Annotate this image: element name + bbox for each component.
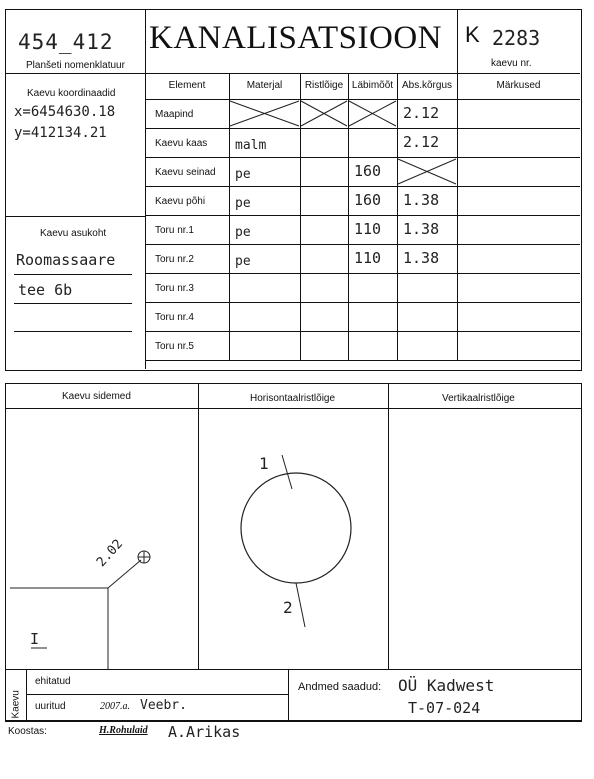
uuritud-year: 2007.a.: [100, 701, 130, 712]
pipe1-label: 1: [259, 454, 269, 473]
location-line2: tee 6b: [18, 281, 73, 299]
table-cell-labimoot: 110: [354, 249, 382, 267]
table-header-element: Element: [168, 80, 206, 91]
table-cell-labimoot: 160: [354, 191, 382, 209]
location-line1: Roomassaare: [16, 251, 116, 269]
table-cell-materjal: malm: [235, 138, 267, 153]
table-header-labimoot: Läbimõõt: [351, 80, 394, 91]
table-cell-materjal: pe: [235, 196, 251, 211]
table-cell-element: Kaevu kaas: [155, 138, 208, 149]
table-cell-labimoot: 160: [354, 162, 382, 180]
table-cell-element: Toru nr.5: [155, 341, 194, 352]
location-label: Kaevu asukoht: [40, 228, 107, 239]
table-cell-element: Toru nr.4: [155, 312, 194, 323]
well-circle: [241, 473, 351, 583]
table-header-materjal: Materjal: [246, 80, 283, 91]
table-cell-abs: 1.38: [403, 249, 440, 267]
table-cell-materjal: pe: [235, 225, 251, 240]
ehitatud-label: ehitatud: [35, 676, 71, 687]
table-cell-abs: 1.38: [403, 191, 440, 209]
table-cell-abs: 2.12: [403, 104, 440, 122]
well-number: 2283: [492, 26, 541, 50]
section-vertical: Vertikaalristlõige: [442, 393, 515, 404]
koostas-label: Koostas:: [8, 726, 47, 737]
well-prefix: K: [465, 22, 480, 47]
north-marker: I: [30, 630, 40, 648]
kaevu-label: Kaevu: [10, 690, 22, 719]
well-number-label: kaevu nr.: [491, 58, 532, 69]
koostas-hand: A.Arikas: [168, 723, 241, 741]
horizontal-section-drawing: [199, 409, 388, 669]
table-cell-labimoot: 110: [354, 220, 382, 238]
connection-distance: 2.02: [94, 536, 127, 571]
coord-y: y=412134.21: [14, 125, 107, 141]
table-cell-element: Maapind: [155, 109, 194, 120]
table-cell-abs: 2.12: [403, 133, 440, 151]
pipe2-label: 2: [283, 598, 293, 617]
section-horizontal: Horisontaalristlõige: [250, 393, 336, 404]
koostas-printed: H.Rohulaid: [99, 725, 148, 736]
table-cell-element: Toru nr.1: [155, 225, 194, 236]
section-connections: Kaevu sidemed: [62, 391, 131, 402]
table-cell-abs: 1.38: [403, 220, 440, 238]
table-cell-materjal: pe: [235, 254, 251, 269]
sheet-nomenclature-value: 454_412: [18, 30, 114, 54]
andmed-company: OÜ Kadwest: [398, 676, 495, 695]
table-header-abs: Abs.kõrgus: [401, 80, 453, 91]
form-title: KANALISATSIOON: [149, 20, 442, 56]
table-header-ristloige: Ristlõige: [304, 80, 344, 91]
table-cell-materjal: pe: [235, 167, 251, 182]
uuritud-month: Veebr.: [140, 698, 187, 713]
table-header-markused: Märkused: [496, 80, 541, 91]
sheet-nomenclature-label: Planšeti nomenklatuur: [26, 60, 125, 71]
coords-label: Kaevu koordinaadid: [27, 88, 116, 99]
table-cell-element: Kaevu seinad: [155, 167, 216, 178]
table-cell-element: Kaevu põhi: [155, 196, 206, 207]
table-cell-element: Toru nr.3: [155, 283, 194, 294]
table-cell-element: Toru nr.2: [155, 254, 194, 265]
coord-x: x=6454630.18: [14, 104, 116, 120]
andmed-code: T-07-024: [408, 699, 481, 717]
uuritud-label: uuritud: [35, 701, 66, 712]
andmed-label: Andmed saadud:: [298, 681, 382, 693]
